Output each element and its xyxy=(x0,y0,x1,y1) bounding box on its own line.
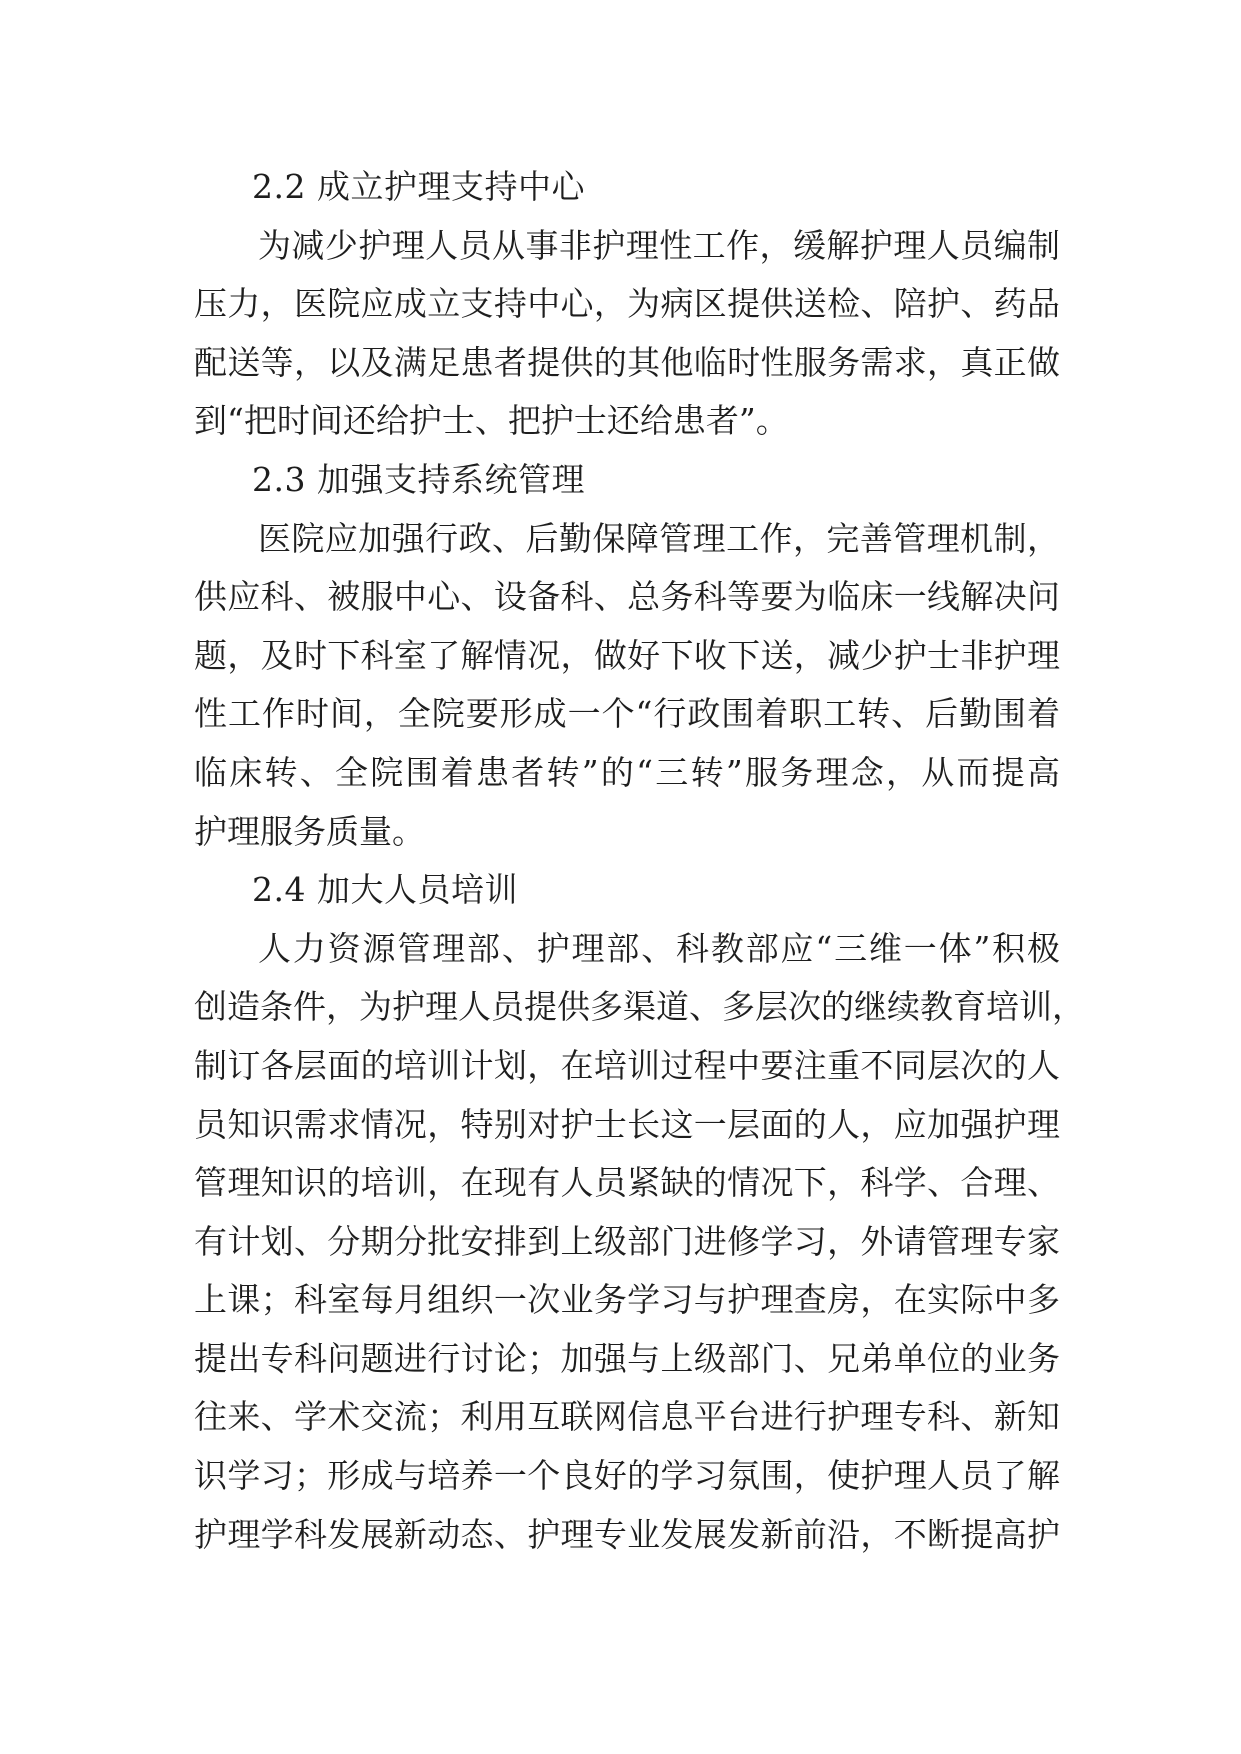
paragraph-line: 管理知识的培训，在现有人员紧缺的情况下，科学、合理、 xyxy=(194,1163,1060,1203)
paragraph-line: 护理学科发展新动态、护理专业发展发新前沿，不断提高护 xyxy=(194,1514,1060,1554)
paragraph-line: 医院应加强行政、后勤保障管理工作，完善管理机制， xyxy=(258,518,1060,558)
paragraph-line: 供应科、被服中心、设备科、总务科等要为临床一线解决问 xyxy=(194,577,1060,617)
document-body xyxy=(194,158,1085,1564)
paragraph-line: 性工作时间，全院要形成一个“行政围着职工转、后勤围着 xyxy=(194,694,1060,734)
paragraph-line: 员知识需求情况，特别对护士长这一层面的人，应加强护理 xyxy=(194,1104,1060,1144)
section-heading: 2.2 成立护理支持中心 xyxy=(252,167,585,206)
paragraph-line: 有计划、分期分批安排到上级部门进修学习，外请管理专家 xyxy=(194,1221,1060,1261)
paragraph-line: 往来、学术交流；利用互联网信息平台进行护理专科、新知 xyxy=(194,1397,1060,1437)
paragraph-line: 识学习；形成与培养一个良好的学习氛围，使护理人员了解 xyxy=(194,1456,1060,1496)
paragraph-line: 到“把时间还给护士、把护士还给患者”。 xyxy=(194,401,789,441)
paragraph-line: 配送等，以及满足患者提供的其他临时性服务需求，真正做 xyxy=(194,342,1060,382)
paragraph-line: 护理服务质量。 xyxy=(194,811,425,851)
paragraph-line: 压力，医院应成立支持中心，为病区提供送检、陪护、药品 xyxy=(194,284,1060,324)
paragraph-line: 制订各层面的培训计划，在培训过程中要注重不同层次的人 xyxy=(194,1045,1060,1085)
paragraph-line: 题，及时下科室了解情况，做好下收下送，减少护士非护理 xyxy=(194,635,1060,675)
paragraph-line: 提出专科问题进行讨论；加强与上级部门、兄弟单位的业务 xyxy=(194,1338,1060,1378)
section-heading: 2.4 加大人员培训 xyxy=(252,870,518,910)
paragraph-line: 临床转、全院围着患者转”的“三转”服务理念，从而提高 xyxy=(194,752,1060,792)
section-heading: 2.3 加强支持系统管理 xyxy=(252,459,585,499)
paragraph-line: 创造条件，为护理人员提供多渠道、多层次的继续教育培训， xyxy=(194,987,1085,1027)
paragraph-line: 人力资源管理部、护理部、科教部应“三维一体”积极 xyxy=(258,928,1060,968)
paragraph-line: 上课；科室每月组织一次业务学习与护理查房，在实际中多 xyxy=(194,1280,1060,1320)
paragraph-line: 为减少护理人员从事非护理性工作，缓解护理人员编制 xyxy=(258,225,1060,265)
